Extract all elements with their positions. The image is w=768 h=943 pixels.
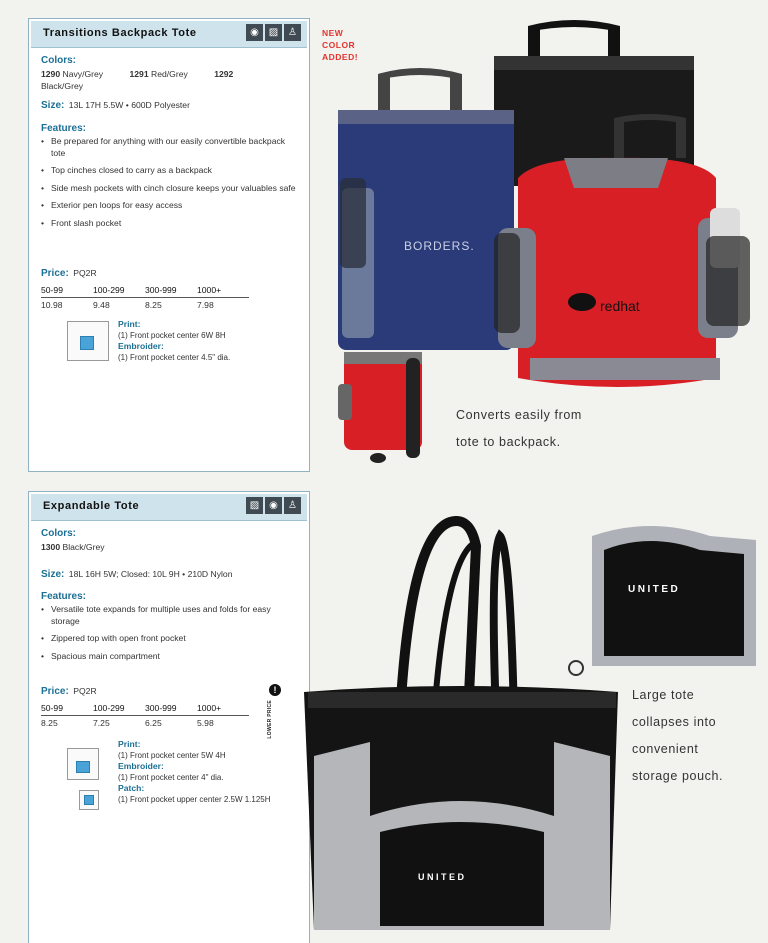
embroider-label: Embroider:	[118, 341, 164, 351]
united-logo-tote: UNITED	[418, 872, 467, 882]
price-header: 50-99	[41, 701, 93, 716]
price-header-row	[41, 701, 249, 716]
backpack-tote-photo	[318, 18, 758, 468]
print-icon: ▨	[265, 24, 282, 41]
color-option: 1292 Black/Grey	[41, 69, 234, 91]
patch-location-marker	[84, 795, 94, 805]
patch-area-thumbnail	[79, 790, 99, 810]
features-label: Features:	[41, 591, 87, 602]
imprint-location-marker	[76, 761, 90, 773]
feature-item: • Front slash pocket	[41, 218, 299, 230]
size-label: Size:	[41, 100, 65, 111]
product-card-transitions-backpack-tote	[28, 18, 310, 472]
price-section	[41, 681, 299, 730]
price-code: PQ2R	[73, 268, 97, 278]
product-card-expandable-tote	[28, 491, 310, 943]
color-list	[41, 541, 299, 553]
price-value: 5.98	[197, 718, 214, 728]
features-list	[41, 136, 299, 229]
imprint-info	[118, 739, 271, 805]
card-header	[31, 21, 307, 48]
size-section	[41, 95, 299, 113]
product-title: Transitions Backpack Tote	[43, 27, 197, 39]
price-value: 8.25	[145, 300, 162, 310]
price-value: 8.25	[41, 718, 58, 728]
decoration-method-icons	[246, 24, 301, 41]
features-section	[41, 591, 299, 668]
print-label: Print:	[118, 739, 141, 749]
colors-section	[41, 55, 299, 92]
print-text: (1) Front pocket center 5W 4H	[118, 751, 226, 760]
price-section	[41, 263, 299, 312]
color-list	[41, 68, 299, 92]
imprint-info	[118, 319, 230, 363]
features-label: Features:	[41, 123, 87, 134]
embroider-text: (1) Front pocket center 4" dia.	[118, 773, 224, 782]
size-section	[41, 564, 299, 582]
price-header: 1000+	[197, 701, 249, 716]
price-code: PQ2R	[73, 686, 97, 696]
price-value: 6.25	[145, 718, 162, 728]
colors-label: Colors:	[41, 55, 76, 66]
feature-item: • Zippered top with open front pocket	[41, 633, 299, 645]
patch-icon: ♙	[284, 24, 301, 41]
price-header: 100-299	[93, 283, 145, 298]
color-option: 1300 Black/Grey	[41, 542, 105, 552]
redhat-logo: redhat	[600, 298, 640, 314]
price-table	[41, 283, 249, 312]
product1-caption: Converts easily from tote to backpack.	[456, 408, 582, 449]
print-icon: ▨	[246, 497, 263, 514]
color-option: 1290 Navy/Grey	[41, 69, 104, 79]
embroider-icon: ◉	[265, 497, 282, 514]
feature-item: • Spacious main compartment	[41, 651, 299, 663]
imprint-area-thumbnail	[67, 748, 99, 780]
price-value: 7.25	[93, 718, 110, 728]
features-list	[41, 604, 299, 662]
embroider-label: Embroider:	[118, 761, 164, 771]
decoration-method-icons	[246, 497, 301, 514]
price-label: Price:	[41, 268, 69, 279]
price-header: 100-299	[93, 701, 145, 716]
colors-section	[41, 528, 299, 553]
price-header: 300-999	[145, 283, 197, 298]
lower-price-label: LOWER PRICE	[267, 700, 273, 739]
price-value: 7.98	[197, 300, 214, 310]
size-value: 13L 17H 5.5W • 600D Polyester	[68, 100, 190, 110]
price-table	[41, 701, 249, 730]
united-logo-pouch: UNITED	[628, 584, 681, 595]
feature-item: • Versatile tote expands for multiple uses and folds for easy storage	[41, 604, 299, 627]
price-header: 1000+	[197, 283, 249, 298]
borders-logo: BORDERS.	[404, 239, 475, 253]
patch-text: (1) Front pocket upper center 2.5W 1.125H	[118, 795, 271, 804]
size-label: Size:	[41, 569, 65, 580]
print-text: (1) Front pocket center 6W 8H	[118, 331, 226, 340]
features-section	[41, 123, 299, 235]
size-value: 18L 16H 5W; Closed: 10L 9H • 210D Nylon	[68, 569, 233, 579]
print-label: Print:	[118, 319, 141, 329]
feature-item: • Be prepared for anything with our easily convertible backpack tote	[41, 136, 299, 159]
product-title: Expandable Tote	[43, 500, 140, 512]
price-header: 50-99	[41, 283, 93, 298]
price-header-row	[41, 283, 249, 298]
feature-item: • Exterior pen loops for easy access	[41, 200, 299, 212]
patch-label: Patch:	[118, 783, 145, 793]
embroider-text: (1) Front pocket center 4.5" dia.	[118, 353, 231, 362]
product2-caption: Large tote collapses into convenient storage pouch.	[632, 688, 724, 783]
price-value-row	[41, 298, 249, 313]
color-option: 1291 Red/Grey	[129, 69, 188, 79]
price-value-row	[41, 716, 249, 731]
imprint-area-thumbnail	[67, 321, 109, 361]
price-label: Price:	[41, 686, 69, 697]
price-value: 9.48	[93, 300, 110, 310]
feature-item: • Top cinches closed to carry as a backpack	[41, 165, 299, 177]
price-header: 300-999	[145, 701, 197, 716]
lower-price-alert-icon: !	[269, 684, 281, 696]
imprint-location-marker	[80, 336, 94, 350]
new-color-badge: NEW COLOR ADDED!	[322, 28, 359, 62]
colors-label: Colors:	[41, 528, 76, 539]
patch-icon: ♙	[284, 497, 301, 514]
price-value: 10.98	[41, 300, 63, 310]
feature-item: • Side mesh pockets with cinch closure keeps your valuables safe	[41, 183, 299, 195]
embroider-icon: ◉	[246, 24, 263, 41]
card-header	[31, 494, 307, 521]
